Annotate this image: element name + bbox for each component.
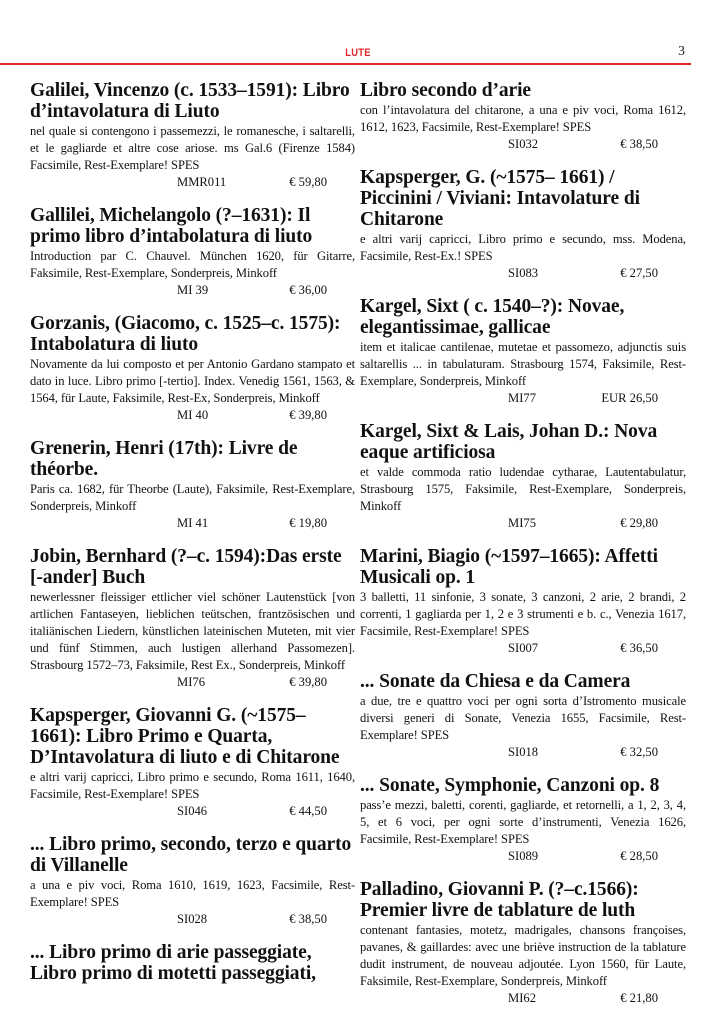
- item-code: MI62: [508, 991, 536, 1005]
- entry-meta: [360, 744, 686, 761]
- item-code: MI77: [508, 391, 536, 405]
- entry-description: newerlessner fleissiger ettlicher viel schöner Lautenstück [von artlichen Fantaseyen, lieblichen teütschen, frantzösischen und italiänischen Liedern, künstlichen lateinischen Muteten, mit vier und fünf Stimmen, auch lustigen allerhand Passomezen]. Strasbourg 1572–73, Faksimile, Rest Ex., Sonderpreis, Minkoff: [30, 590, 355, 672]
- left-column: [30, 80, 355, 998]
- entry-meta: [30, 174, 355, 191]
- entry-meta: [30, 911, 355, 928]
- entry-meta: [360, 265, 686, 282]
- item-price: € 39,80: [289, 408, 327, 422]
- catalog-entry: [360, 775, 686, 865]
- catalog-entry: [30, 942, 355, 984]
- header-rule: [0, 63, 691, 65]
- item-code: SI083: [508, 266, 539, 280]
- entry-description: nel quale si contengono i passemezzi, le romanesche, i saltarelli, et le gagliarde et altre cose ariose. ms Gal.6 (Firenze 1584) Facsimile, Rest-Exemplare! SPES: [30, 124, 355, 172]
- catalog-entry: [360, 671, 686, 761]
- entry-meta: [360, 136, 686, 153]
- entry-description: Introduction par C. Chauvel. München 1620, für Gitarre, Faksimile, Rest-Exemplare, Sonderpreis, Minkoff: [30, 249, 355, 280]
- catalog-entry: [360, 296, 686, 407]
- entry-title: Palladino, Giovanni P. (?–c.1566): Premier livre de tablature de luth: [360, 879, 639, 921]
- catalog-entry: [360, 879, 686, 1007]
- catalog-entry: [30, 205, 355, 299]
- entry-description: 3 balletti, 11 sinfonie, 3 sonate, 3 canzoni, 2 arie, 2 brandi, 2 correnti, 1 gagliarda per 1, 2 e 3 strumenti e b. c., Venezia 1617, Facsimile, Rest-Exemplare! SPES: [360, 590, 686, 638]
- entry-title: Kargel, Sixt ( c. 1540–?): Novae, elegantissimae, gallicae: [360, 296, 625, 338]
- entry-description: Novamente da lui composto et per Antonio Gardano stampato et dato in luce. Libro primo [-tertio]. Index. Venedig 1561, 1563, & 1564, für Laute, Faksimile, Rest-Ex, Sonderpreis, Minkoff: [30, 357, 355, 405]
- entry-title: Gallilei, Michelangolo (?–1631): Il primo libro d’intabolatura di liuto: [30, 205, 313, 247]
- entry-description: et valde commoda ratio ludendae cytharae, Lautentabulatur, Strasbourg 1575, Faksimile, Rest-Exemplare, Sonderpreis, Minkoff: [360, 465, 686, 513]
- entry-meta: [30, 407, 355, 424]
- catalog-entry: [30, 438, 355, 532]
- item-code: MI 41: [177, 516, 209, 530]
- entry-meta: [360, 990, 686, 1007]
- item-code: SI046: [177, 804, 208, 818]
- catalog-entry: [360, 421, 686, 532]
- item-price: € 59,80: [289, 175, 327, 189]
- item-price: € 29,80: [620, 516, 658, 530]
- entry-meta: [30, 515, 355, 532]
- entry-description: item et italicae cantilenae, mutetae et passomezo, adjunctis suis saltarellis ... in tabulaturam. Strasbourg 1574, Faksimile, Rest-Exemplare, Sonderpreis, Minkoff: [360, 340, 686, 388]
- entry-description: e altri varij capricci, Libro primo e secundo, Roma 1611, 1640, Facsimile, Rest-Exemplare! SPES: [30, 770, 355, 801]
- item-code: MI75: [508, 516, 536, 530]
- catalog-entry: [360, 80, 686, 153]
- catalog-entry: [360, 167, 686, 282]
- entry-meta: [360, 640, 686, 657]
- catalog-entry: [30, 80, 355, 191]
- entry-meta: [30, 803, 355, 820]
- catalog-entry: [30, 546, 355, 691]
- item-code: SI089: [508, 849, 539, 863]
- entry-title: ... Libro primo di arie passeggiate, Libro primo di motetti passeggiati,: [30, 942, 316, 984]
- item-price: € 44,50: [289, 804, 327, 818]
- item-code: MI 40: [177, 408, 209, 422]
- entry-title: Galilei, Vincenzo (c. 1533–1591): Libro d’intavolatura di Liuto: [30, 80, 350, 122]
- section-title: LUTE: [345, 47, 371, 59]
- entry-title: Gorzanis, (Giacomo, c. 1525–c. 1575): Intabolatura di liuto: [30, 313, 341, 355]
- entry-title: Marini, Biagio (~1597–1665): Affetti Musicali op. 1: [360, 546, 658, 588]
- entry-meta: [30, 282, 355, 299]
- entry-title: Kapsperger, Giovanni G. (~1575–1661): Libro Primo e Quarta, D’Intavolatura di liuto e di Chitarone: [30, 705, 340, 768]
- item-code: MI 39: [177, 283, 209, 297]
- page-number: 3: [678, 44, 685, 59]
- entry-meta: [360, 390, 686, 407]
- entry-description: a due, tre e quattro voci per ogni sorta d’Istromento musicale diversi generi di Sonate, Venezia 1655, Facsimile, Rest-Exemplare! SPES: [360, 694, 686, 742]
- catalog-entry: [30, 313, 355, 424]
- item-price: € 38,50: [620, 137, 658, 151]
- entry-title: ... Sonate, Symphonie, Canzoni op. 8: [360, 775, 660, 796]
- entry-description: con l’intavolatura del chitarone, a una e piv voci, Roma 1612, 1612, 1623, Facsimile, Rest-Exemplare! SPES: [360, 103, 686, 134]
- entry-title: Grenerin, Henri (17th): Livre de théorbe.: [30, 438, 298, 480]
- item-price: € 21,80: [620, 991, 658, 1005]
- item-code: SI018: [508, 745, 539, 759]
- entry-meta: [360, 515, 686, 532]
- item-price: € 39,80: [289, 675, 327, 689]
- entry-description: e altri varij capricci, Libro primo e secundo, mss. Modena, Facsimile, Rest-Ex.! SPES: [360, 232, 686, 263]
- entry-title: ... Libro primo, secondo, terzo e quarto di Villanelle: [30, 834, 352, 876]
- entry-description: a una e piv voci, Roma 1610, 1619, 1623, Facsimile, Rest-Exemplare! SPES: [30, 878, 355, 909]
- item-price: EUR 26,50: [601, 391, 658, 405]
- catalog-entry: [360, 546, 686, 657]
- entry-title: Kargel, Sixt & Lais, Johan D.: Nova eaque artificiosa: [360, 421, 658, 463]
- item-price: € 19,80: [289, 516, 327, 530]
- entry-description: contenant fantasies, motetz, madrigales, chansons françoises, pavanes, & gaillardes: avec une briève instruction de la tablature dudit instrument, de nouveau adjoutée. Lyon 1560, für Laute, Faksimile, Rest-Exemplare, Sonderpreis, Minkoff: [360, 923, 686, 988]
- item-code: SI007: [508, 641, 539, 655]
- entry-title: Kapsperger, G. (~1575– 1661) / Piccinini / Viviani: Intavolature di Chitarone: [360, 167, 640, 230]
- item-code: SI028: [177, 912, 208, 926]
- item-price: € 38,50: [289, 912, 327, 926]
- entry-description: pass’e mezzi, baletti, corenti, gagliarde, et retornelli, a 1, 2, 3, 4, 5, et 6 voci, per ogni sorte d’instrumenti, Venezia 1626, Facsimile, Rest-Exemplare! SPES: [360, 798, 686, 846]
- item-price: € 32,50: [620, 745, 658, 759]
- entry-description: Paris ca. 1682, für Theorbe (Laute), Faksimile, Rest-Exemplare, Sonderpreis, Minkoff: [30, 482, 355, 513]
- entry-title: Jobin, Bernhard (?–c. 1594):Das erste [-ander] Buch: [30, 546, 342, 588]
- catalog-entry: [30, 834, 355, 928]
- item-code: MI76: [177, 675, 205, 689]
- item-price: € 27,50: [620, 266, 658, 280]
- catalog-entry: [30, 705, 355, 820]
- item-price: € 36,00: [289, 283, 327, 297]
- entry-meta: [30, 674, 355, 691]
- item-code: MMR011: [177, 175, 227, 189]
- right-column: [360, 80, 686, 1021]
- item-price: € 36,50: [620, 641, 658, 655]
- entry-title: ... Sonate da Chiesa e da Camera: [360, 671, 631, 692]
- entry-meta: [360, 848, 686, 865]
- item-code: SI032: [508, 137, 539, 151]
- entry-title: Libro secondo d’arie: [360, 80, 531, 101]
- item-price: € 28,50: [620, 849, 658, 863]
